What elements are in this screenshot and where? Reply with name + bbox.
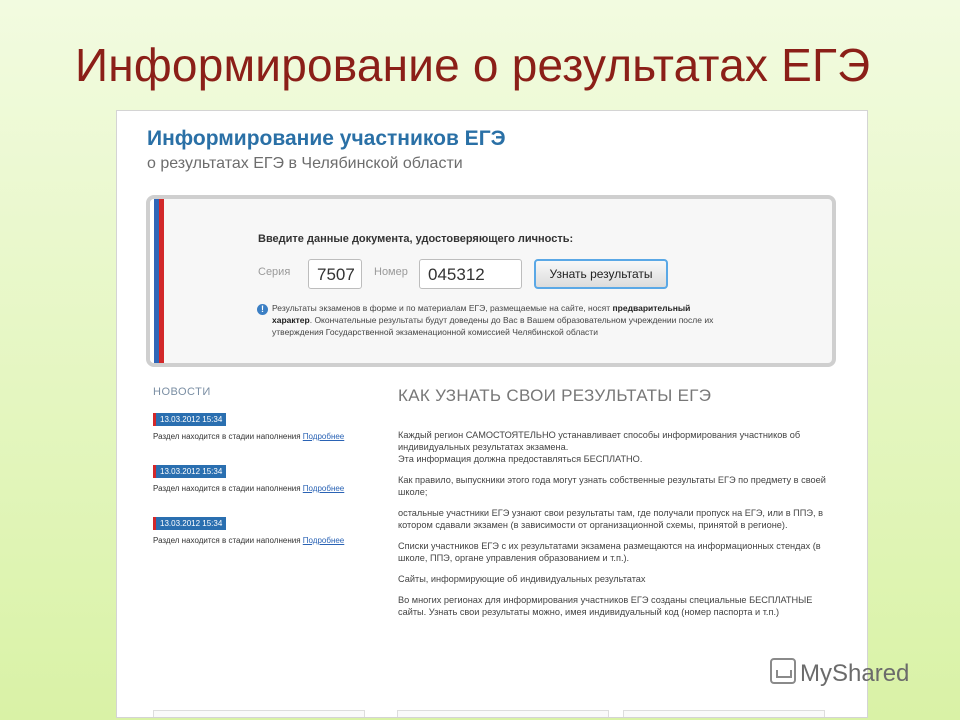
news-date: 13.03.2012 15:34 xyxy=(153,465,226,478)
news-heading: НОВОСТИ xyxy=(153,386,211,398)
info-paragraph: Сайты, информирующие об индивидуальных результатах xyxy=(398,574,646,584)
watermark xyxy=(770,658,909,688)
flag-stripe xyxy=(150,199,164,363)
info-paragraph: Списки участников ЕГЭ с их результатами экзамена размещаются на информационных стендах (в школе, ППЭ, органе управления образованием и т.п.). xyxy=(398,541,821,563)
series-label: Серия xyxy=(258,266,291,278)
myshared-logo-icon xyxy=(770,658,796,684)
site-subtitle: о результатах ЕГЭ в Челябинской области xyxy=(147,155,463,172)
info-icon: ! xyxy=(257,304,268,315)
news-text: Раздел находится в стадии наполнения xyxy=(153,484,301,493)
bottom-panels xyxy=(117,711,867,717)
notice-text-part1: Результаты экзаменов в форме и по материалам ЕГЭ, размещаемые на сайте, носят xyxy=(272,303,613,313)
number-label: Номер xyxy=(374,266,408,278)
news-more-link[interactable]: Подробнее xyxy=(302,536,345,545)
main-content xyxy=(398,429,843,627)
info-paragraph: Как правило, выпускники этого года могут узнать собственные результаты ЕГЭ по предмету в своей школе; xyxy=(398,475,826,497)
bottom-panel xyxy=(153,710,365,717)
news-more-link[interactable]: Подробнее xyxy=(302,432,345,441)
news-item xyxy=(153,409,373,441)
main-heading: КАК УЗНАТЬ СВОИ РЕЗУЛЬТАТЫ ЕГЭ xyxy=(398,386,712,405)
number-input[interactable]: 045312 xyxy=(419,259,522,289)
news-text: Раздел находится в стадии наполнения xyxy=(153,536,301,545)
notice-text xyxy=(272,302,732,338)
info-paragraph: Каждый регион САМОСТОЯТЕЛЬНО устанавливает способы информирования участников об индивидуальных результатах экзамена. Эта информация должна предоставляться БЕСПЛАТНО. xyxy=(398,430,801,464)
notice-text-part2: . Окончательные результаты будут доведены до Вас в Вашем образовательном учреждении после их утверждения Государственной экзаменационной комиссией Челябинской области xyxy=(272,315,714,337)
bottom-panel xyxy=(397,710,609,717)
notice-bold: предварительный характер xyxy=(272,303,691,325)
info-paragraph: Во многих регионах для информирования участников ЕГЭ созданы специальные БЕСПЛАТНЫЕ сайты. Узнать свои результаты можно, имея индивидуальный код (номер паспорта и т.п.) xyxy=(398,595,813,617)
site-title: Информирование участников ЕГЭ xyxy=(147,127,506,150)
website-screenshot xyxy=(116,110,868,718)
info-paragraph: остальные участники ЕГЭ узнают свои результаты там, где получали пропуск на ЕГЭ, или в ППЭ, в котором сдавали экзамен (в зависимости от организационной схемы, принятой в регионе). xyxy=(398,508,823,530)
news-item xyxy=(153,461,373,493)
lookup-form-panel xyxy=(146,195,836,367)
form-prompt: Введите данные документа, удостоверяющего личность: xyxy=(258,233,574,245)
news-date: 13.03.2012 15:34 xyxy=(153,413,226,426)
news-item xyxy=(153,513,373,545)
news-more-link[interactable]: Подробнее xyxy=(302,484,345,493)
watermark-text: MyShared xyxy=(800,660,910,687)
news-text: Раздел находится в стадии наполнения xyxy=(153,432,301,441)
get-results-button[interactable]: Узнать результаты xyxy=(534,259,668,289)
series-input[interactable]: 7507 xyxy=(308,259,362,289)
slide-title: Информирование о результатах ЕГЭ xyxy=(75,39,871,91)
news-date: 13.03.2012 15:34 xyxy=(153,517,226,530)
bottom-panel xyxy=(623,710,825,717)
